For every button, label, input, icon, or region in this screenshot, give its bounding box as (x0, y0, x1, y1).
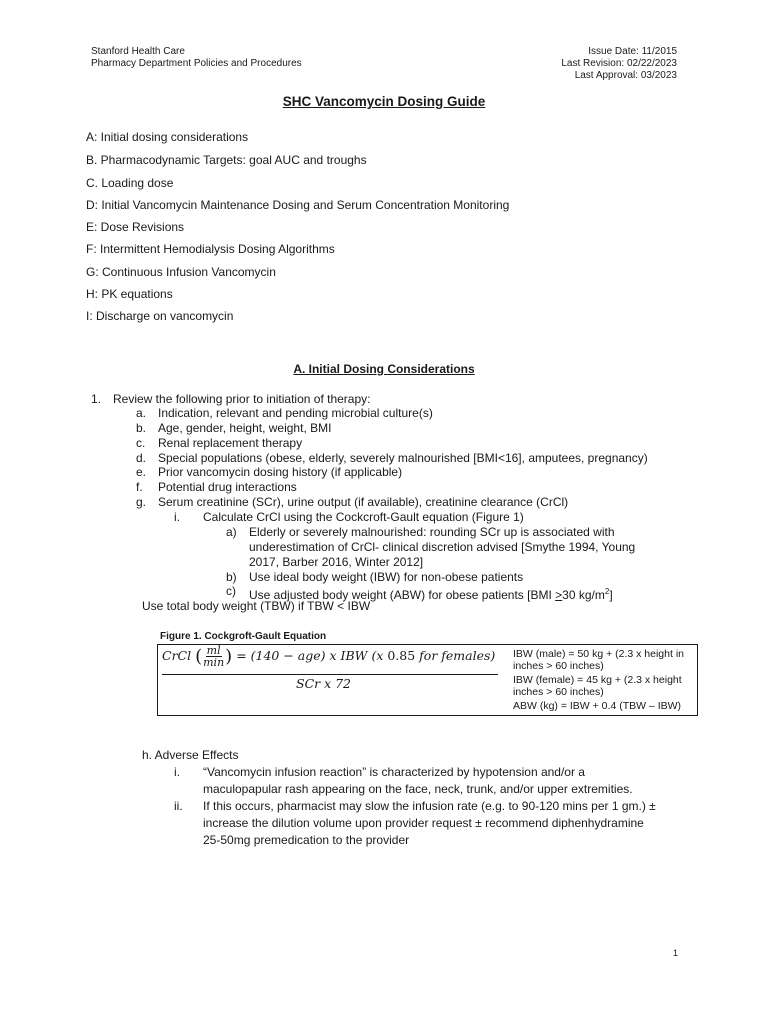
header-org: Stanford Health Care (91, 46, 185, 57)
g-i-b-label: b) (226, 570, 237, 584)
ibw-male-line1: IBW (male) = 50 kg + (2.3 x height in (513, 648, 684, 660)
g-i-c-text-post: ] (609, 588, 613, 602)
header-issue-date: Issue Date: 11/2015 (588, 46, 677, 57)
eq-rhs-post: for females) (415, 648, 496, 663)
g-i-c-text-pre: Use adjusted body weight (ABW) for obese patients [BMI (249, 588, 556, 602)
sub-label-e: e. (136, 465, 147, 479)
g-i-a-line2: underestimation of CrCl- clinical discretion advised [Smythe 1994, Young (249, 540, 636, 554)
adverse-i-line1: “Vancomycin infusion reaction” is characterized by hypotension and/or a (203, 765, 585, 779)
cockcroft-gault-numerator (162, 645, 495, 668)
g-i-c-sup: 2 (604, 587, 610, 596)
sub-text-d: Special populations (obese, elderly, severely malnourished [BMI<16], amputees, pregnancy) (158, 451, 648, 465)
section-a-heading: A. Initial Dosing Considerations (293, 362, 475, 376)
header-dept: Pharmacy Department Policies and Procedures (91, 58, 302, 69)
g-i-a-line3: 2017, Barber 2016, Winter 2012] (249, 555, 424, 569)
sub-text-f: Potential drug interactions (158, 480, 297, 494)
sub-label-f: f. (136, 480, 143, 494)
g-i-label: i. (174, 510, 180, 524)
tbw-note: Use total body weight (TBW) if TBW < IBW (142, 599, 371, 613)
eq-paren-close: ) (225, 646, 233, 667)
header-last-approval: Last Approval: 03/2023 (574, 70, 677, 81)
header-last-revision: Last Revision: 02/22/2023 (561, 58, 677, 69)
sub-text-c: Renal replacement therapy (158, 436, 303, 450)
toc-item-a: A: Initial dosing considerations (86, 130, 249, 144)
eq-unit-top: ml (206, 644, 221, 657)
abw-formula: ABW (kg) = IBW + 0.4 (TBW – IBW) (513, 700, 682, 712)
item-1-text: Review the following prior to initiation of therapy: (113, 392, 371, 406)
sub-label-d: d. (136, 451, 147, 465)
g-i-a-line1: Elderly or severely malnourished: rounding SCr up is associated with (249, 525, 615, 539)
toc-item-f: F: Intermittent Hemodialysis Dosing Algorithms (86, 242, 335, 256)
sub-text-b: Age, gender, height, weight, BMI (158, 421, 332, 435)
eq-factor: 0.85 (387, 648, 416, 663)
ibw-male-line2: inches > 60 inches) (513, 660, 604, 672)
toc-item-h: H: PK equations (86, 287, 173, 301)
g-i-c-label: c) (226, 584, 236, 598)
adverse-ii-line3: 25-50mg premedication to the provider (203, 833, 410, 847)
sub-text-g: Serum creatinine (SCr), urine output (if available), creatinine clearance (CrCl) (158, 495, 569, 509)
adverse-ii-line2: increase the dilution volume upon provider request ± recommend diphenhydramine (203, 816, 644, 830)
sub-label-c: c. (136, 436, 146, 450)
sub-label-g: g. (136, 495, 147, 509)
g-i-b-text: Use ideal body weight (IBW) for non-obese patients (249, 570, 524, 584)
toc-item-c: C. Loading dose (86, 176, 174, 190)
eq-rhs-pre: = (140 − age) x IBW (x (236, 648, 388, 663)
eq-paren-open: ( (195, 646, 203, 667)
toc-item-e: E: Dose Revisions (86, 220, 185, 234)
toc-item-b: B. Pharmacodynamic Targets: goal AUC and troughs (86, 153, 367, 167)
page-number: 1 (673, 948, 679, 958)
toc-item-d: D: Initial Vancomycin Maintenance Dosing and Serum Concentration Monitoring (86, 198, 510, 212)
eq-unit-bottom: min (203, 656, 225, 669)
gte-symbol: > (555, 588, 563, 602)
figure-1-title: Figure 1. Cockgroft-Gault Equation (160, 631, 327, 642)
item-1-number: 1. (91, 392, 102, 406)
toc-item-i: I: Discharge on vancomycin (86, 309, 234, 323)
sub-text-e: Prior vancomycin dosing history (if applicable) (158, 465, 403, 479)
toc-item-g: G: Continuous Infusion Vancomycin (86, 265, 276, 279)
adverse-ii-label: ii. (174, 799, 183, 813)
adverse-i-line2: maculopapular rash appearing on the face, neck, trunk, and/or upper extremities. (203, 782, 633, 796)
ibw-female-line2: inches > 60 inches) (513, 686, 604, 698)
sub-label-a: a. (136, 406, 147, 420)
ibw-female-line1: IBW (female) = 45 kg + (2.3 x height (513, 674, 682, 686)
eq-unit-fraction (203, 645, 224, 668)
g-i-a-label: a) (226, 525, 237, 539)
g-i-text: Calculate CrCl using the Cockcroft-Gault equation (Figure 1) (203, 510, 524, 524)
adverse-effects-heading: h. Adverse Effects (142, 748, 239, 762)
cockcroft-gault-denominator: SCr x 72 (296, 676, 352, 691)
fraction-bar (162, 674, 498, 675)
adverse-i-label: i. (174, 765, 180, 779)
sub-text-a: Indication, relevant and pending microbial culture(s) (158, 406, 433, 420)
document-title: SHC Vancomycin Dosing Guide (282, 94, 486, 109)
adverse-ii-line1: If this occurs, pharmacist may slow the infusion rate (e.g. to 90-120 mins per 1 gm.) ± (203, 799, 656, 813)
eq-lhs: CrCl (162, 648, 192, 663)
g-i-c-text-mid: 30 kg/m (562, 588, 605, 602)
sub-label-b: b. (136, 421, 147, 435)
